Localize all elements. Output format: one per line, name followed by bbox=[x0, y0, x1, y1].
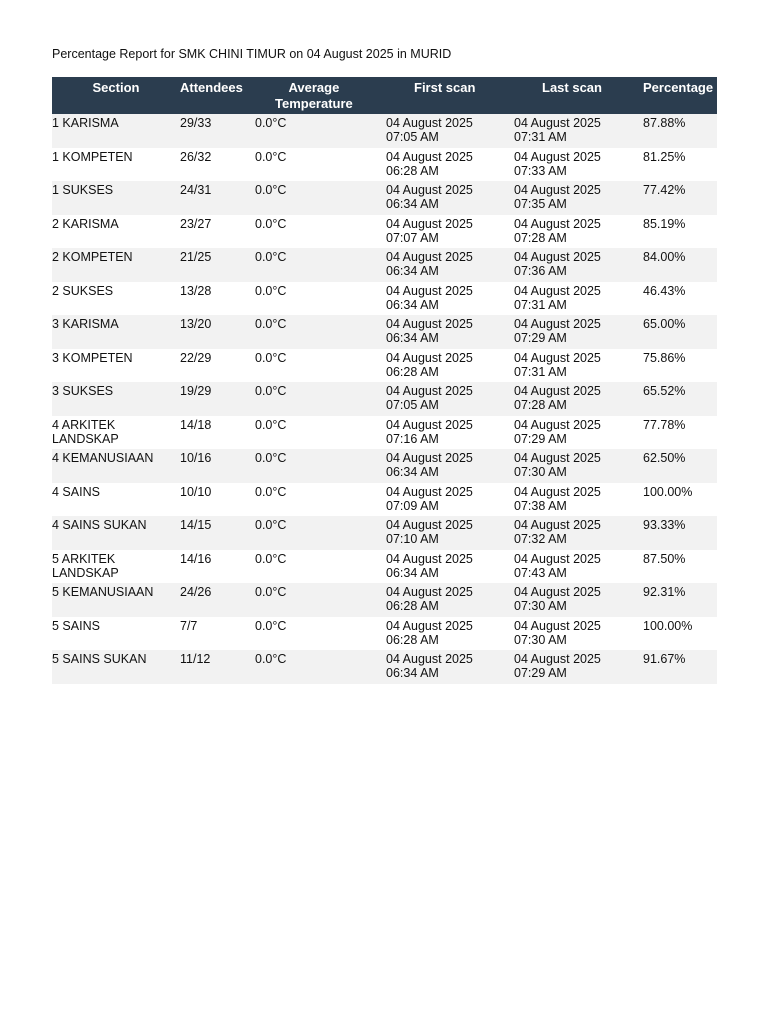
first-scan-time: 06:34 AM bbox=[386, 264, 439, 278]
first-scan-time: 06:34 AM bbox=[386, 465, 439, 479]
cell-percentage: 91.67% bbox=[643, 652, 686, 666]
last-scan-time: 07:29 AM bbox=[514, 331, 567, 345]
cell-percentage: 85.19% bbox=[643, 216, 686, 231]
cell-first-scan bbox=[386, 516, 514, 550]
first-scan-date: 04 August 2025 bbox=[386, 585, 473, 599]
cell-percentage: 92.31% bbox=[643, 585, 686, 599]
first-scan-date: 04 August 2025 bbox=[386, 283, 473, 298]
table-row bbox=[52, 114, 717, 148]
first-scan-time: 07:05 AM bbox=[386, 130, 439, 144]
cell-attendees: 24/26 bbox=[180, 585, 212, 599]
cell-percentage: 46.43% bbox=[643, 283, 686, 298]
cell-attendees: 22/29 bbox=[180, 350, 212, 365]
cell-attendees: 24/31 bbox=[180, 183, 212, 197]
cell-temperature: 0.0°C bbox=[255, 451, 287, 465]
cell-last-scan bbox=[514, 650, 643, 684]
cell-percentage: 93.33% bbox=[643, 518, 686, 532]
last-scan-time: 07:31 AM bbox=[514, 364, 567, 379]
cell-attendees: 13/28 bbox=[180, 283, 212, 298]
table-row bbox=[52, 282, 717, 316]
first-scan-time: 06:28 AM bbox=[386, 599, 439, 613]
cell-first-scan bbox=[386, 215, 514, 249]
table-row bbox=[52, 583, 717, 617]
last-scan-date: 04 August 2025 bbox=[514, 250, 601, 264]
cell-last-scan bbox=[514, 181, 643, 215]
last-scan-date: 04 August 2025 bbox=[514, 183, 601, 197]
cell-percentage: 100.00% bbox=[643, 484, 693, 499]
first-scan-date: 04 August 2025 bbox=[386, 350, 473, 365]
first-scan-date: 04 August 2025 bbox=[386, 384, 473, 398]
table-row bbox=[52, 382, 717, 416]
cell-last-scan bbox=[514, 416, 643, 450]
cell-last-scan bbox=[514, 583, 643, 617]
cell-percentage: 87.50% bbox=[643, 551, 686, 566]
cell-temperature: 0.0°C bbox=[255, 652, 287, 666]
cell-temperature: 0.0°C bbox=[255, 250, 287, 264]
cell-percentage: 87.88% bbox=[643, 116, 686, 130]
first-scan-time: 06:34 AM bbox=[386, 331, 439, 345]
first-scan-time: 07:09 AM bbox=[386, 498, 439, 513]
cell-section: 4 SAINS SUKAN bbox=[52, 518, 147, 532]
last-scan-time: 07:31 AM bbox=[514, 130, 567, 144]
cell-first-scan bbox=[386, 449, 514, 483]
cell-first-scan bbox=[386, 248, 514, 282]
first-scan-date: 04 August 2025 bbox=[386, 551, 473, 566]
cell-first-scan bbox=[386, 181, 514, 215]
cell-first-scan bbox=[386, 550, 514, 584]
last-scan-date: 04 August 2025 bbox=[514, 283, 601, 298]
first-scan-date: 04 August 2025 bbox=[386, 451, 473, 465]
last-scan-date: 04 August 2025 bbox=[514, 317, 601, 331]
cell-first-scan bbox=[386, 416, 514, 450]
cell-first-scan bbox=[386, 483, 514, 517]
cell-last-scan bbox=[514, 315, 643, 349]
column-header-temperature-line2: Temperature bbox=[275, 96, 353, 111]
first-scan-time: 06:28 AM bbox=[386, 364, 439, 379]
cell-attendees: 14/18 bbox=[180, 417, 212, 432]
cell-percentage: 62.50% bbox=[643, 451, 686, 465]
cell-attendees: 14/16 bbox=[180, 551, 212, 566]
cell-attendees: 19/29 bbox=[180, 384, 212, 398]
cell-attendees: 10/16 bbox=[180, 451, 212, 465]
first-scan-time: 06:34 AM bbox=[386, 197, 439, 211]
last-scan-date: 04 August 2025 bbox=[514, 116, 601, 130]
cell-attendees: 11/12 bbox=[180, 652, 211, 666]
cell-percentage: 65.52% bbox=[643, 384, 686, 398]
cell-last-scan bbox=[514, 550, 643, 584]
table-row bbox=[52, 550, 717, 584]
cell-last-scan bbox=[514, 483, 643, 517]
cell-section: 4 SAINS bbox=[52, 484, 100, 499]
cell-last-scan bbox=[514, 449, 643, 483]
cell-section: 2 SUKSES bbox=[52, 283, 114, 298]
column-header-section: Section bbox=[92, 80, 140, 95]
cell-section: 1 KARISMA bbox=[52, 116, 119, 130]
cell-attendees: 10/10 bbox=[180, 484, 212, 499]
first-scan-date: 04 August 2025 bbox=[386, 149, 473, 164]
cell-last-scan bbox=[514, 382, 643, 416]
first-scan-date: 04 August 2025 bbox=[386, 518, 473, 532]
last-scan-time: 07:30 AM bbox=[514, 465, 567, 479]
cell-temperature: 0.0°C bbox=[255, 585, 287, 599]
column-header-attendees: Attendees bbox=[180, 80, 243, 95]
cell-temperature: 0.0°C bbox=[255, 618, 287, 633]
cell-last-scan bbox=[514, 114, 643, 148]
table-row bbox=[52, 215, 717, 249]
cell-last-scan bbox=[514, 215, 643, 249]
column-header-first-scan: First scan bbox=[414, 80, 476, 95]
first-scan-time: 06:34 AM bbox=[386, 565, 439, 580]
cell-percentage: 77.78% bbox=[643, 417, 686, 432]
cell-temperature: 0.0°C bbox=[255, 116, 287, 130]
last-scan-date: 04 August 2025 bbox=[514, 417, 601, 432]
cell-attendees: 23/27 bbox=[180, 216, 212, 231]
last-scan-time: 07:33 AM bbox=[514, 163, 567, 178]
first-scan-date: 04 August 2025 bbox=[386, 183, 473, 197]
cell-section: 4 ARKITEK LANDSKAP bbox=[52, 417, 119, 446]
report-title: Percentage Report for SMK CHINI TIMUR on 04 August 2025 in MURID bbox=[52, 47, 452, 61]
table-body bbox=[52, 114, 717, 684]
table-row bbox=[52, 148, 717, 182]
cell-section: 4 KEMANUSIAAN bbox=[52, 451, 154, 465]
last-scan-date: 04 August 2025 bbox=[514, 350, 601, 365]
cell-temperature: 0.0°C bbox=[255, 551, 287, 566]
table-row bbox=[52, 181, 717, 215]
cell-first-scan bbox=[386, 282, 514, 316]
cell-first-scan bbox=[386, 382, 514, 416]
cell-attendees: 7/7 bbox=[180, 618, 198, 633]
table-row bbox=[52, 449, 717, 483]
last-scan-time: 07:31 AM bbox=[514, 297, 567, 312]
last-scan-date: 04 August 2025 bbox=[514, 451, 601, 465]
first-scan-time: 06:34 AM bbox=[386, 297, 439, 312]
first-scan-date: 04 August 2025 bbox=[386, 652, 473, 666]
column-header-last-scan: Last scan bbox=[542, 80, 602, 95]
last-scan-date: 04 August 2025 bbox=[514, 518, 601, 532]
cell-section: 3 KOMPETEN bbox=[52, 350, 133, 365]
cell-section: 5 SAINS bbox=[52, 618, 100, 633]
table-row bbox=[52, 617, 717, 651]
cell-percentage: 75.86% bbox=[643, 350, 686, 365]
table-row bbox=[52, 349, 717, 383]
last-scan-date: 04 August 2025 bbox=[514, 618, 601, 633]
cell-temperature: 0.0°C bbox=[255, 518, 287, 532]
table-header bbox=[52, 77, 717, 114]
cell-section: 5 KEMANUSIAAN bbox=[52, 585, 154, 599]
last-scan-time: 07:28 AM bbox=[514, 230, 567, 245]
last-scan-time: 07:30 AM bbox=[514, 599, 567, 613]
cell-section: 3 KARISMA bbox=[52, 317, 119, 331]
cell-first-scan bbox=[386, 650, 514, 684]
table-row bbox=[52, 248, 717, 282]
cell-section: 3 SUKSES bbox=[52, 384, 114, 398]
cell-section: 1 KOMPETEN bbox=[52, 149, 133, 164]
column-header-temperature bbox=[255, 77, 386, 114]
first-scan-date: 04 August 2025 bbox=[386, 216, 473, 231]
last-scan-time: 07:30 AM bbox=[514, 632, 567, 647]
last-scan-date: 04 August 2025 bbox=[514, 551, 601, 566]
cell-section: 2 KARISMA bbox=[52, 216, 119, 231]
cell-section: 5 ARKITEK LANDSKAP bbox=[52, 551, 119, 580]
last-scan-date: 04 August 2025 bbox=[514, 585, 601, 599]
last-scan-time: 07:43 AM bbox=[514, 565, 567, 580]
cell-percentage: 84.00% bbox=[643, 250, 686, 264]
first-scan-date: 04 August 2025 bbox=[386, 618, 473, 633]
cell-first-scan bbox=[386, 114, 514, 148]
cell-attendees: 29/33 bbox=[180, 116, 212, 130]
last-scan-time: 07:36 AM bbox=[514, 264, 567, 278]
first-scan-time: 06:34 AM bbox=[386, 666, 439, 680]
cell-last-scan bbox=[514, 248, 643, 282]
last-scan-date: 04 August 2025 bbox=[514, 216, 601, 231]
last-scan-date: 04 August 2025 bbox=[514, 652, 601, 666]
last-scan-time: 07:28 AM bbox=[514, 398, 567, 412]
first-scan-date: 04 August 2025 bbox=[386, 250, 473, 264]
cell-temperature: 0.0°C bbox=[255, 350, 287, 365]
cell-temperature: 0.0°C bbox=[255, 417, 287, 432]
first-scan-time: 07:07 AM bbox=[386, 230, 439, 245]
cell-temperature: 0.0°C bbox=[255, 183, 287, 197]
cell-last-scan bbox=[514, 516, 643, 550]
first-scan-time: 06:28 AM bbox=[386, 632, 439, 647]
first-scan-time: 07:10 AM bbox=[386, 532, 439, 546]
cell-temperature: 0.0°C bbox=[255, 216, 287, 231]
table-row bbox=[52, 416, 717, 450]
first-scan-date: 04 August 2025 bbox=[386, 484, 473, 499]
cell-first-scan bbox=[386, 148, 514, 182]
first-scan-time: 07:16 AM bbox=[386, 431, 439, 446]
cell-attendees: 21/25 bbox=[180, 250, 212, 264]
cell-temperature: 0.0°C bbox=[255, 283, 287, 298]
table-row bbox=[52, 516, 717, 550]
cell-section: 2 KOMPETEN bbox=[52, 250, 133, 264]
header-row bbox=[52, 77, 717, 114]
column-header-temperature-line1: Average bbox=[288, 80, 340, 95]
table-row bbox=[52, 483, 717, 517]
cell-first-scan bbox=[386, 617, 514, 651]
cell-section: 1 SUKSES bbox=[52, 183, 114, 197]
last-scan-date: 04 August 2025 bbox=[514, 484, 601, 499]
table-row bbox=[52, 650, 717, 684]
cell-percentage: 77.42% bbox=[643, 183, 686, 197]
first-scan-time: 07:05 AM bbox=[386, 398, 439, 412]
last-scan-time: 07:32 AM bbox=[514, 532, 567, 546]
cell-first-scan bbox=[386, 315, 514, 349]
last-scan-time: 07:35 AM bbox=[514, 197, 567, 211]
cell-temperature: 0.0°C bbox=[255, 149, 287, 164]
last-scan-time: 07:29 AM bbox=[514, 431, 567, 446]
column-header-percentage: Percentage bbox=[643, 80, 714, 95]
cell-attendees: 26/32 bbox=[180, 149, 212, 164]
cell-last-scan bbox=[514, 349, 643, 383]
first-scan-time: 06:28 AM bbox=[386, 163, 439, 178]
cell-percentage: 81.25% bbox=[643, 149, 686, 164]
cell-first-scan bbox=[386, 583, 514, 617]
cell-temperature: 0.0°C bbox=[255, 317, 287, 331]
cell-temperature: 0.0°C bbox=[255, 384, 287, 398]
first-scan-date: 04 August 2025 bbox=[386, 417, 473, 432]
attendance-table bbox=[52, 77, 717, 684]
cell-percentage: 65.00% bbox=[643, 317, 686, 331]
last-scan-time: 07:29 AM bbox=[514, 666, 567, 680]
cell-last-scan bbox=[514, 282, 643, 316]
cell-last-scan bbox=[514, 617, 643, 651]
cell-attendees: 13/20 bbox=[180, 317, 212, 331]
cell-last-scan bbox=[514, 148, 643, 182]
cell-first-scan bbox=[386, 349, 514, 383]
cell-temperature: 0.0°C bbox=[255, 484, 287, 499]
cell-section: 5 SAINS SUKAN bbox=[52, 652, 147, 666]
cell-percentage: 100.00% bbox=[643, 618, 693, 633]
first-scan-date: 04 August 2025 bbox=[386, 317, 473, 331]
table-row bbox=[52, 315, 717, 349]
first-scan-date: 04 August 2025 bbox=[386, 116, 473, 130]
last-scan-date: 04 August 2025 bbox=[514, 149, 601, 164]
last-scan-date: 04 August 2025 bbox=[514, 384, 601, 398]
last-scan-time: 07:38 AM bbox=[514, 498, 567, 513]
cell-attendees: 14/15 bbox=[180, 518, 212, 532]
